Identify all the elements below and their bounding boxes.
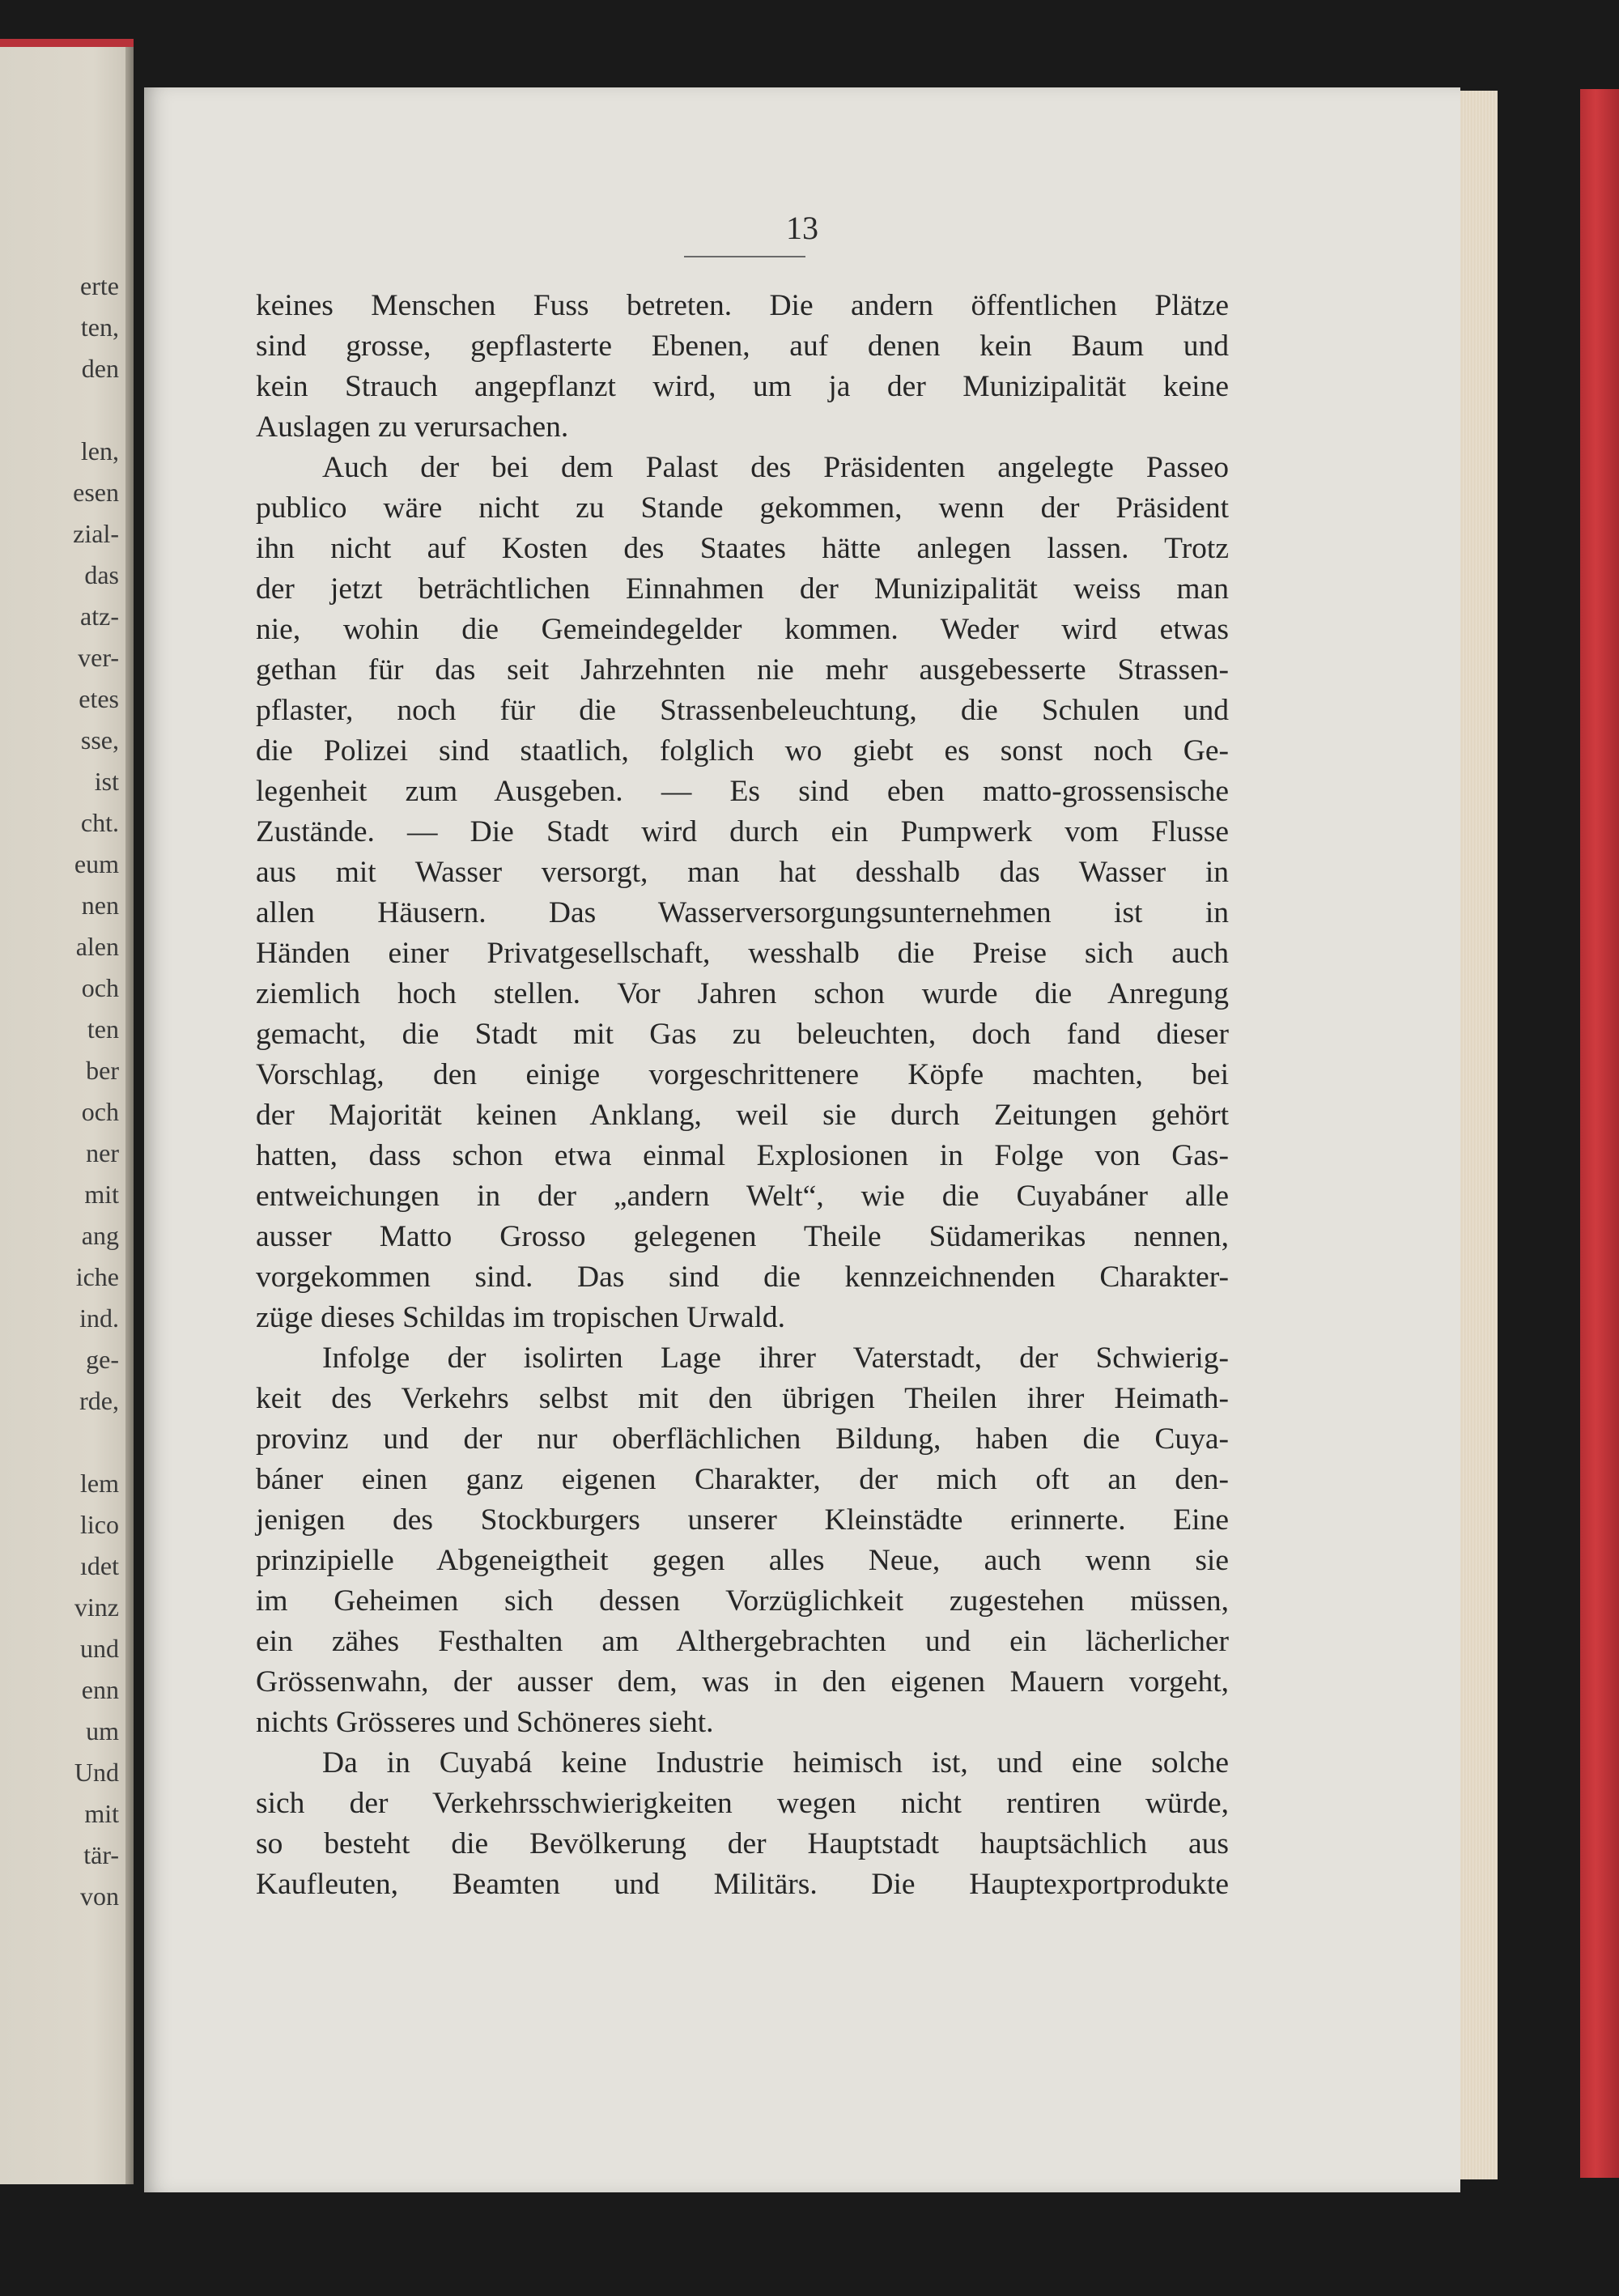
left-page-fragment: ver- xyxy=(78,643,119,672)
left-page-fragment: ber xyxy=(86,1056,119,1085)
left-page-fragment: vinz xyxy=(74,1592,119,1622)
left-page-fragment: ten, xyxy=(80,313,119,342)
left-page-fragment: nen xyxy=(81,891,119,920)
left-page-fragment xyxy=(0,1422,119,1463)
left-page-fragment: sse, xyxy=(80,725,119,755)
left-page-fragment: och xyxy=(81,973,119,1002)
text-line: so besteht die Bevölkerung der Hauptstadt hauptsächlich aus xyxy=(256,1827,1229,1860)
text-line: ein zähes Festhalten am Althergebrachten und ein lächerlicher xyxy=(256,1625,1229,1658)
text-line: die Polizei sind staatlich, folglich wo giebt es sonst noch Ge- xyxy=(256,734,1229,767)
text-line: der jetzt beträchtlichen Einnahmen der Munizipalität weiss man xyxy=(256,572,1229,606)
left-page-fragment: mit xyxy=(84,1799,119,1828)
left-page-fragment: ner xyxy=(86,1138,119,1167)
text-line: publico wäre nicht zu Stande gekommen, wenn der Präsident xyxy=(256,491,1229,525)
text-line: sind grosse, gepflasterte Ebenen, auf denen kein Baum und xyxy=(256,330,1229,363)
left-page-fragment: lem xyxy=(80,1469,119,1498)
left-page-fragment: tär- xyxy=(83,1840,119,1869)
left-page-fragment: alen xyxy=(75,932,119,961)
left-page-fragment: etes xyxy=(79,684,119,713)
page-number-rule xyxy=(684,256,805,257)
text-line: báner einen ganz eigenen Charakter, der mich oft an den- xyxy=(256,1463,1229,1496)
left-page-fragment: zial- xyxy=(73,519,119,548)
left-page-fragment: atz- xyxy=(80,602,119,631)
left-page-fragment: Und xyxy=(74,1758,119,1787)
text-line: entweichungen in der „andern Welt“, wie die Cuyabáner alle xyxy=(256,1180,1229,1213)
text-line: gemacht, die Stadt mit Gas zu beleuchten, doch fand dieser xyxy=(256,1018,1229,1051)
left-page-fragment: eum xyxy=(74,849,119,878)
left-page xyxy=(0,39,134,2184)
text-line: jenigen des Stockburgers unserer Kleinstädte erinnerte. Eine xyxy=(256,1503,1229,1537)
text-line: kein Strauch angepflanzt wird, um ja der Munizipalität keine xyxy=(256,370,1229,403)
text-line: Da in Cuyabá keine Industrie heimisch ist, und eine solche xyxy=(322,1746,1229,1779)
text-line: hatten, dass schon etwa einmal Explosionen in Folge von Gas- xyxy=(256,1139,1229,1172)
text-line: aus mit Wasser versorgt, man hat desshalb das Wasser in xyxy=(256,856,1229,889)
left-page-fragment: lico xyxy=(80,1510,119,1539)
left-page-fragment: mit xyxy=(84,1180,119,1209)
left-page-fragment: len, xyxy=(80,436,119,466)
text-line: keit des Verkehrs selbst mit den übrigen Theilen ihrer Heimath- xyxy=(256,1382,1229,1415)
text-line: pflaster, noch für die Strassenbeleuchtung, die Schulen und xyxy=(256,694,1229,727)
text-line: Auch der bei dem Palast des Präsidenten angelegte Passeo xyxy=(322,451,1229,484)
page-block-edge xyxy=(1457,91,1498,2179)
left-page-fragment: ind. xyxy=(79,1303,119,1333)
text-line: Händen einer Privatgesellschaft, wesshalb die Preise sich auch xyxy=(256,937,1229,970)
text-line: provinz und der nur oberflächlichen Bildung, haben die Cuya- xyxy=(256,1422,1229,1456)
left-page-fragment: von xyxy=(80,1881,119,1911)
right-page xyxy=(144,87,1460,2192)
text-line: Auslagen zu verursachen. xyxy=(256,410,569,444)
left-page-fragment: und xyxy=(80,1634,119,1663)
left-page-fragment: esen xyxy=(73,478,119,507)
text-line: nie, wohin die Gemeindegelder kommen. Weder wird etwas xyxy=(256,613,1229,646)
left-page-fragment: enn xyxy=(81,1675,119,1704)
text-line: ihn nicht auf Kosten des Staates hätte anlegen lassen. Trotz xyxy=(256,532,1229,565)
left-page-fragment: um xyxy=(86,1716,119,1745)
text-line: ausser Matto Grosso gelegenen Theile Südamerikas nennen, xyxy=(256,1220,1229,1253)
text-line: ziemlich hoch stellen. Vor Jahren schon wurde die Anregung xyxy=(256,977,1229,1010)
page-number: 13 xyxy=(786,210,818,246)
text-line: Infolge der isolirten Lage ihrer Vaterstadt, der Schwierig- xyxy=(322,1341,1229,1375)
body-text xyxy=(256,286,1229,1905)
left-page-fragment: erte xyxy=(80,271,119,300)
text-line: vorgekommen sind. Das sind die kennzeichnenden Charakter- xyxy=(256,1261,1229,1294)
text-line: der Majorität keinen Anklang, weil sie durch Zeitungen gehört xyxy=(256,1099,1229,1132)
text-line: züge dieses Schildas im tropischen Urwald. xyxy=(256,1301,786,1334)
left-page-fragment: den xyxy=(81,354,119,383)
left-page-fragment: ıdet xyxy=(80,1551,119,1580)
text-line: Grössenwahn, der ausser dem, was in den eigenen Mauern vorgeht, xyxy=(256,1665,1229,1699)
left-page-fragment: ist xyxy=(94,767,119,796)
left-page-fragment: das xyxy=(84,560,119,589)
text-line: legenheit zum Ausgeben. — Es sind eben matto-grossensische xyxy=(256,775,1229,808)
left-page-fragment: och xyxy=(81,1097,119,1126)
left-page-gutter xyxy=(125,47,134,2184)
text-line: allen Häusern. Das Wasserversorgungsunternehmen ist in xyxy=(256,896,1229,929)
left-page-fragment: ten xyxy=(87,1014,119,1044)
book-cover-edge xyxy=(1580,89,1619,2178)
left-page-fragment: ang xyxy=(81,1221,119,1250)
left-page-fragment: cht. xyxy=(80,808,119,837)
text-line: prinzipielle Abgeneigtheit gegen alles Neue, auch wenn sie xyxy=(256,1544,1229,1577)
text-line: gethan für das seit Jahrzehnten nie mehr ausgebesserte Strassen- xyxy=(256,653,1229,687)
text-line: Kaufleuten, Beamten und Militärs. Die Hauptexportprodukte xyxy=(256,1868,1229,1901)
text-line: im Geheimen sich dessen Vorzüglichkeit zugestehen müssen, xyxy=(256,1584,1229,1618)
left-page-fragment: ge- xyxy=(86,1345,119,1374)
left-page-text-fragments xyxy=(0,266,119,1917)
left-page-fragment: rde, xyxy=(79,1386,119,1415)
text-line: keines Menschen Fuss betreten. Die andern öffentlichen Plätze xyxy=(256,289,1229,322)
text-line: sich der Verkehrsschwierigkeiten wegen nicht rentiren würde, xyxy=(256,1787,1229,1820)
left-page-fragment: iche xyxy=(75,1262,119,1291)
text-line: Vorschlag, den einige vorgeschrittenere Köpfe machten, bei xyxy=(256,1058,1229,1091)
text-line: nichts Grösseres und Schöneres sieht. xyxy=(256,1706,714,1739)
left-page-fragment xyxy=(0,389,119,431)
text-line: Zustände. — Die Stadt wird durch ein Pumpwerk vom Flusse xyxy=(256,815,1229,848)
